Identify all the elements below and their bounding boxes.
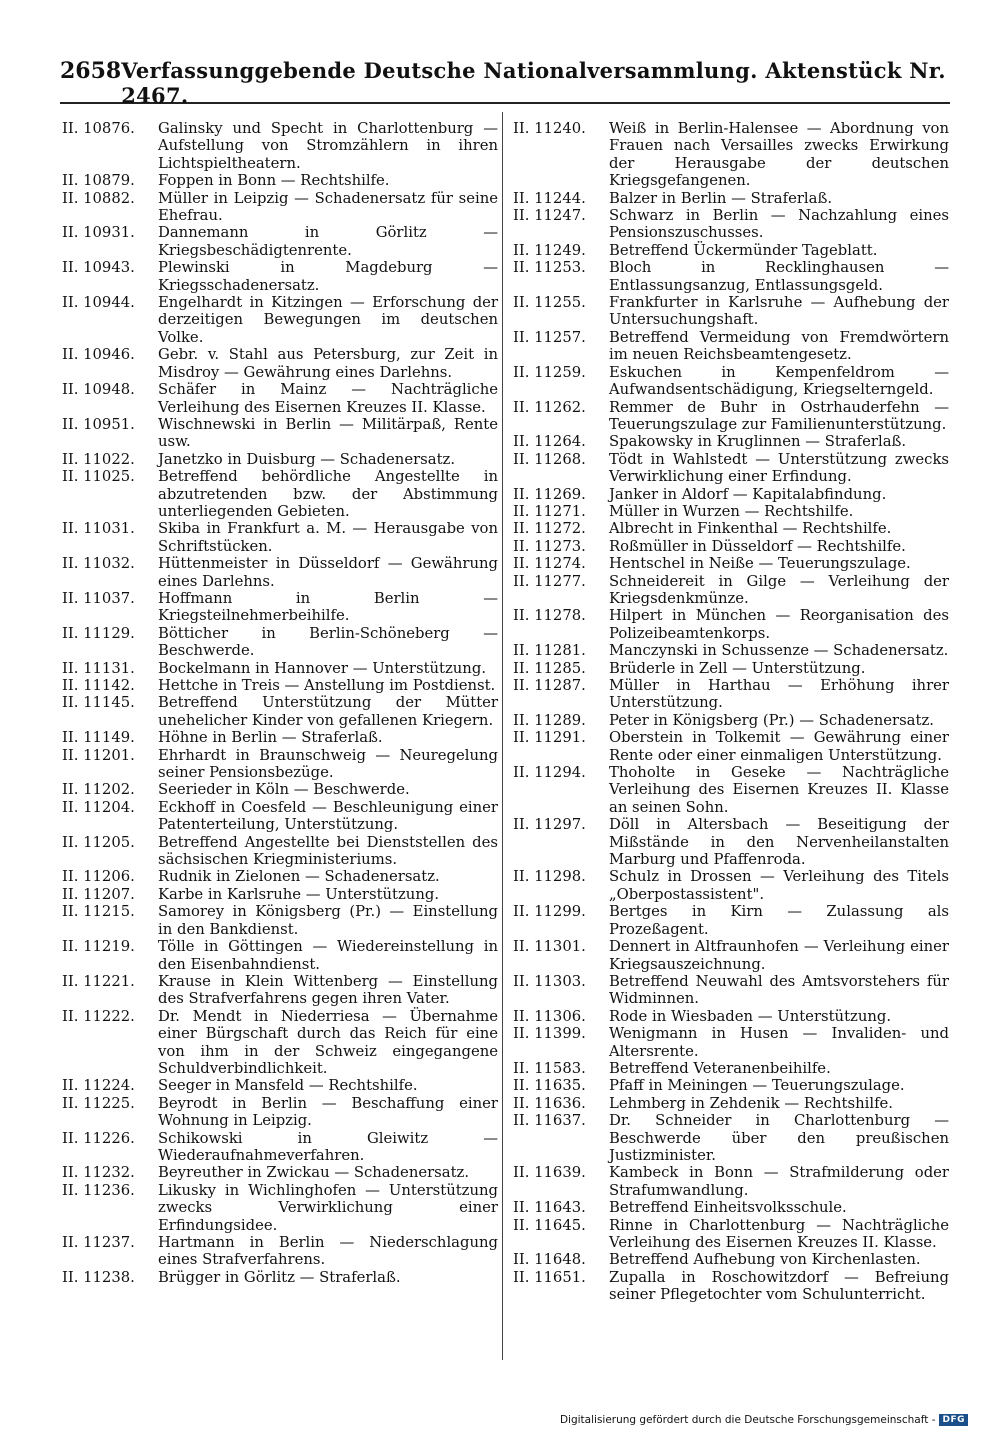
list-item (513, 764, 949, 816)
entry-text: Foppen in Bonn — Rechtshilfe. (158, 172, 390, 190)
entry-number: II. 11037. (62, 589, 135, 607)
list-item (513, 1095, 949, 1112)
list-item (62, 120, 498, 172)
entry-number: II. 11268. (513, 450, 586, 468)
entry-number: II. 11264. (513, 433, 586, 451)
list-item (513, 1025, 949, 1060)
list-item (513, 938, 949, 973)
list-item (513, 120, 949, 190)
entry-number: II. 10943. (62, 259, 135, 277)
list-item (62, 346, 498, 381)
entry-number: II. 11249. (513, 241, 586, 259)
entry-text: Tölle in Göttingen — Wiedereinstellung in den Eisenbahndienst. (158, 938, 498, 973)
entry-number: II. 11639. (513, 1164, 586, 1182)
entry-text: Schäfer in Mainz — Nachträgliche Verleihung des Eisernen Kreuzes II. Klasse. (158, 381, 498, 416)
entry-number: II. 11299. (513, 903, 586, 921)
entry-text: Betreffend Einheitsvolksschule. (609, 1199, 847, 1217)
entry-text: Plewinski in Magdeburg — Kriegsschadenersatz. (158, 259, 498, 294)
list-item (513, 259, 949, 294)
entry-number: II. 11202. (62, 781, 135, 799)
page-number: 2658 (60, 58, 122, 84)
entry-number: II. 11637. (513, 1112, 586, 1130)
entry-number: II. 11226. (62, 1129, 135, 1147)
entry-text: Höhne in Berlin — Straferlaß. (158, 729, 383, 747)
entry-number: II. 11022. (62, 450, 135, 468)
entry-text: Ehrhardt in Braunschweig — Neuregelung seiner Pensionsbezüge. (158, 746, 498, 782)
entry-text: Dr. Schneider in Charlottenburg — Beschwerde über den preußischen Justizminister. (609, 1112, 949, 1164)
list-item (513, 729, 949, 764)
entry-text: Janetzko in Duisburg — Schadenersatz. (158, 450, 456, 468)
right-column (513, 120, 949, 1304)
list-item (513, 190, 949, 207)
list-item (62, 938, 498, 973)
list-item (513, 555, 949, 572)
list-item (513, 1217, 949, 1252)
entry-number: II. 10882. (62, 189, 135, 207)
entry-text: Schwarz in Berlin — Nachzahlung eines Pensionszuschusses. (609, 207, 949, 242)
entry-text: Hartmann in Berlin — Niederschlagung eines Strafverfahrens. (158, 1234, 498, 1269)
entry-number: II. 11131. (62, 659, 135, 677)
entry-number: II. 11255. (513, 294, 586, 312)
entry-number: II. 11224. (62, 1077, 135, 1095)
entry-text: Betreffend Ückermünder Tageblatt. (609, 241, 878, 259)
entry-text: Eskuchen in Kempenfeldrom — Aufwandsentschädigung, Kriegselterngeld. (609, 363, 949, 399)
list-item (62, 555, 498, 590)
entry-number: II. 11583. (513, 1059, 586, 1077)
entry-text: Balzer in Berlin — Straferlaß. (609, 189, 833, 207)
entry-number: II. 11257. (513, 328, 586, 346)
list-item (513, 607, 949, 642)
entry-text: Oberstein in Tolkemit — Gewährung einer Rente oder einer einmaligen Unterstützung. (609, 729, 949, 764)
entry-text: Beyreuther in Zwickau — Schadenersatz. (158, 1164, 470, 1182)
list-item (62, 451, 498, 468)
list-item (62, 1095, 498, 1130)
list-item (62, 1269, 498, 1286)
entry-text: Engelhardt in Kitzingen — Erforschung der derzeitigen Bewegungen im deutschen Volke. (158, 294, 498, 346)
entry-number: II. 11298. (513, 868, 586, 886)
entry-number: II. 11215. (62, 903, 135, 921)
entry-number: II. 11278. (513, 607, 586, 625)
list-item (513, 503, 949, 520)
list-item (513, 573, 949, 608)
list-item (513, 642, 949, 659)
entry-text: Galinsky und Specht in Charlottenburg — Aufstellung von Stromzählern in ihren Lichtspieltheatern. (158, 120, 498, 172)
list-item (62, 903, 498, 938)
entry-text: Betreffend behördliche Angestellte in abzutretenden bzw. der Abstimmung unterliegenden Gebieten. (158, 468, 498, 520)
entry-number: II. 11149. (62, 729, 135, 747)
list-item (62, 381, 498, 416)
entry-text: Skiba in Frankfurt a. M. — Herausgabe von Schriftstücken. (158, 520, 498, 555)
entry-number: II. 11253. (513, 259, 586, 277)
list-item (513, 433, 949, 450)
entry-text: Betreffend Unterstützung der Mütter unehelicher Kinder von gefallenen Kriegern. (158, 694, 498, 729)
entry-text: Schulz in Drossen — Verleihung des Titels „Oberpostassistent". (609, 868, 949, 903)
footer-text: Digitalisierung gefördert durch die Deutsche Forschungsgemeinschaft - (559, 1414, 936, 1426)
list-item (513, 242, 949, 259)
list-item (62, 747, 498, 782)
entry-number: II. 11297. (513, 816, 586, 834)
entry-text: Beyrodt in Berlin — Beschaffung einer Wohnung in Leipzig. (158, 1094, 498, 1130)
list-item (513, 1008, 949, 1025)
entry-number: II. 11206. (62, 868, 135, 886)
entry-text: Wischnewski in Berlin — Militärpaß, Rente usw. (158, 415, 498, 451)
list-item (513, 1077, 949, 1094)
entry-number: II. 11399. (513, 1025, 586, 1043)
entry-text: Rinne in Charlottenburg — Nachträgliche Verleihung des Eisernen Kreuzes II. Klasse. (609, 1216, 949, 1251)
entry-number: II. 11287. (513, 677, 586, 694)
entry-number: II. 11277. (513, 572, 586, 590)
entry-number: II. 11204. (62, 798, 135, 816)
entry-text: Zupalla in Roschowitzdorf — Befreiung seiner Pflegetochter vom Schulunterricht. (609, 1268, 949, 1304)
entry-number: II. 11236. (62, 1181, 135, 1199)
entry-text: Müller in Wurzen — Rechtshilfe. (609, 502, 854, 520)
entry-text: Peter in Königsberg (Pr.) — Schadenersatz. (609, 711, 934, 729)
list-item (513, 973, 949, 1008)
entry-text: Bötticher in Berlin-Schöneberg — Beschwerde. (158, 624, 498, 660)
entry-text: Bloch in Recklinghausen — Entlassungsanzug, Entlassungsgeld. (609, 259, 949, 294)
entry-text: Manczynski in Schussenze — Schadenersatz. (609, 642, 949, 660)
entry-number: II. 11031. (62, 520, 135, 538)
entry-text: Hoffmann in Berlin — Kriegsteilnehmerbeihilfe. (158, 589, 498, 625)
list-item (513, 538, 949, 555)
entry-number: II. 11648. (513, 1251, 586, 1269)
entry-number: II. 11238. (62, 1268, 135, 1286)
entry-number: II. 11651. (513, 1268, 586, 1286)
list-item (62, 259, 498, 294)
list-item (62, 868, 498, 885)
entry-text: Seeger in Mansfeld — Rechtshilfe. (158, 1077, 418, 1095)
entry-number: II. 11643. (513, 1199, 586, 1217)
entry-text: Müller in Harthau — Erhöhung ihrer Unterstützung. (609, 677, 949, 712)
entry-number: II. 11219. (62, 938, 135, 956)
entry-text: Frankfurter in Karlsruhe — Aufhebung der Untersuchungshaft. (609, 294, 949, 329)
entry-number: II. 10944. (62, 294, 135, 312)
entry-number: II. 11271. (513, 502, 586, 520)
list-item (513, 520, 949, 537)
list-item (62, 799, 498, 834)
entry-number: II. 11269. (513, 485, 586, 503)
entry-text: Rode in Wiesbaden — Unterstützung. (609, 1007, 892, 1025)
entry-text: Spakowsky in Kruglinnen — Straferlaß. (609, 433, 907, 451)
entry-text: Bockelmann in Hannover — Unterstützung. (158, 659, 487, 677)
list-item (513, 486, 949, 503)
entry-text: Weiß in Berlin-Halensee — Abordnung von Frauen nach Versailles zwecks Erwirkung der Herausgabe der deutschen Kriegsgefangenen. (609, 120, 949, 190)
list-item (62, 520, 498, 555)
list-item (62, 729, 498, 746)
list-item (62, 677, 498, 694)
entry-text: Schneidereit in Gilge — Verleihung der Kriegsdenkmünze. (609, 572, 949, 607)
list-item (62, 294, 498, 346)
entry-text: Kambeck in Bonn — Strafmilderung oder Strafumwandlung. (609, 1164, 949, 1199)
dfg-logo: DFG (939, 1414, 968, 1426)
entry-number: II. 11207. (62, 885, 135, 903)
entry-text: Lehmberg in Zehdenik — Rechtshilfe. (609, 1094, 894, 1112)
entry-text: Remmer de Buhr in Ostrhauderfehn — Teuerungszulage zur Familienunterstützung. (609, 398, 949, 433)
entry-text: Rudnik in Zielonen — Schadenersatz. (158, 868, 440, 886)
entry-number: II. 10876. (62, 120, 135, 137)
entry-number: II. 11221. (62, 972, 135, 990)
entry-text: Wenigmann in Husen — Invaliden- und Altersrente. (609, 1025, 949, 1060)
entry-text: Tödt in Wahlstedt — Unterstützung zwecks Verwirklichung einer Erfindung. (609, 450, 949, 486)
entry-number: II. 11259. (513, 363, 586, 381)
entry-text: Betreffend Aufhebung von Kirchenlasten. (609, 1251, 921, 1269)
list-item (513, 329, 949, 364)
page-header (60, 58, 950, 108)
entry-number: II. 11142. (62, 677, 135, 694)
list-item (62, 973, 498, 1008)
list-item (62, 625, 498, 660)
list-item (62, 781, 498, 798)
list-item (513, 364, 949, 399)
list-item (62, 190, 498, 225)
entry-text: Bertges in Kirn — Zulassung als Prozeßagent. (609, 903, 949, 938)
list-item (62, 1164, 498, 1181)
list-item (62, 590, 498, 625)
entry-number: II. 11301. (513, 938, 586, 956)
list-item (62, 660, 498, 677)
entry-number: II. 11032. (62, 555, 135, 573)
entry-number: II. 11291. (513, 729, 586, 747)
entry-text: Dr. Mendt in Niederriesa — Übernahme einer Bürgschaft durch das Reich für eine von ihm in der Schweiz eingegangene Schuldverbindlichkeit. (158, 1007, 498, 1077)
entry-number: II. 11244. (513, 189, 586, 207)
list-item (513, 399, 949, 434)
list-item (62, 886, 498, 903)
list-item (62, 1182, 498, 1234)
left-column (62, 120, 498, 1286)
entry-number: II. 10879. (62, 172, 135, 190)
entry-number: II. 11262. (513, 398, 586, 416)
entry-number: II. 11274. (513, 555, 586, 573)
entry-text: Hüttenmeister in Düsseldorf — Gewährung eines Darlehns. (158, 555, 498, 590)
entry-number: II. 11145. (62, 694, 135, 712)
list-item (513, 816, 949, 868)
list-item (62, 1130, 498, 1165)
entry-text: Hentschel in Neiße — Teuerungszulage. (609, 555, 911, 573)
entry-text: Schikowski in Gleiwitz — Wiederaufnahmeverfahren. (158, 1129, 498, 1164)
entry-number: II. 11237. (62, 1234, 135, 1251)
list-item (513, 1060, 949, 1077)
entry-text: Brüderle in Zell — Unterstützung. (609, 659, 866, 677)
entry-number: II. 11273. (513, 537, 586, 555)
entry-text: Seerieder in Köln — Beschwerde. (158, 781, 410, 799)
list-item (62, 694, 498, 729)
entry-number: II. 11294. (513, 764, 586, 782)
list-item (513, 1251, 949, 1268)
entry-text: Thoholte in Geseke — Nachträgliche Verleihung des Eisernen Kreuzes II. Klasse an seinen Sohn. (609, 764, 949, 816)
list-item (513, 207, 949, 242)
entry-text: Gebr. v. Stahl aus Petersburg, zur Zeit in Misdroy — Gewährung eines Darlehns. (158, 346, 498, 381)
entry-number: II. 11240. (513, 120, 586, 137)
entry-number: II. 11232. (62, 1164, 135, 1182)
entry-number: II. 11222. (62, 1007, 135, 1025)
entry-number: II. 11025. (62, 468, 135, 486)
entry-text: Eckhoff in Coesfeld — Beschleunigung einer Patenterteilung, Unterstützung. (158, 798, 498, 834)
entry-text: Betreffend Angestellte bei Dienststellen des sächsischen Kriegministeriums. (158, 833, 498, 869)
page-title: Verfassunggebende Deutsche Nationalversammlung. Aktenstück Nr. 2467. (121, 58, 946, 108)
entry-number: II. 11635. (513, 1077, 586, 1095)
list-item (513, 712, 949, 729)
list-item (513, 294, 949, 329)
entry-text: Roßmüller in Düsseldorf — Rechtshilfe. (609, 537, 906, 555)
list-item (513, 1199, 949, 1216)
entry-number: II. 11129. (62, 624, 135, 642)
entry-text: Karbe in Karlsruhe — Unterstützung. (158, 885, 440, 903)
entry-text: Samorey in Königsberg (Pr.) — Einstellung in den Bankdienst. (158, 903, 498, 938)
entry-number: II. 10951. (62, 415, 135, 433)
list-item (62, 416, 498, 451)
list-item (513, 1269, 949, 1304)
list-item (62, 224, 498, 259)
entry-number: II. 11636. (513, 1094, 586, 1112)
list-item (513, 451, 949, 486)
entry-number: II. 10946. (62, 346, 135, 364)
entry-text: Betreffend Neuwahl des Amtsvorstehers für Widminnen. (609, 972, 949, 1008)
entry-text: Likusky in Wichlinghofen — Unterstützung zwecks Verwirklichung einer Erfindungsidee. (158, 1181, 498, 1234)
entry-number: II. 11306. (513, 1007, 586, 1025)
list-item (62, 1008, 498, 1078)
entry-number: II. 11289. (513, 711, 586, 729)
entry-text: Brügger in Görlitz — Straferlaß. (158, 1268, 401, 1286)
list-item (513, 1164, 949, 1199)
entry-number: II. 11247. (513, 207, 586, 225)
entry-text: Müller in Leipzig — Schadenersatz für seine Ehefrau. (158, 189, 498, 225)
entry-text: Pfaff in Meiningen — Teuerungszulage. (609, 1077, 905, 1095)
entry-number: II. 11285. (513, 659, 586, 677)
entry-text: Janker in Aldorf — Kapitalabfindung. (609, 485, 887, 503)
list-item (513, 660, 949, 677)
list-item (62, 834, 498, 869)
entry-number: II. 11645. (513, 1216, 586, 1234)
list-item (513, 677, 949, 712)
entry-number: II. 11205. (62, 833, 135, 851)
entry-text: Betreffend Veteranenbeihilfe. (609, 1059, 831, 1077)
entry-number: II. 10948. (62, 381, 135, 399)
footer (560, 1414, 968, 1426)
entry-text: Betreffend Vermeidung von Fremdwörtern im neuen Reichsbeamtengesetz. (609, 328, 949, 364)
entry-number: II. 11281. (513, 642, 586, 660)
entry-text: Dannemann in Görlitz — Kriegsbeschädigtenrente. (158, 224, 498, 259)
entry-number: II. 11201. (62, 746, 135, 764)
entry-number: II. 11272. (513, 520, 586, 538)
entry-text: Hettche in Treis — Anstellung im Postdienst. (158, 677, 496, 694)
entry-number: II. 11303. (513, 972, 586, 990)
list-item (62, 1234, 498, 1269)
entry-text: Dennert in Altfraunhofen — Verleihung einer Kriegsauszeichnung. (609, 938, 949, 973)
list-item (62, 172, 498, 189)
list-item (513, 903, 949, 938)
column-divider (502, 112, 503, 1360)
entry-number: II. 10931. (62, 224, 135, 242)
entry-text: Albrecht in Finkenthal — Rechtshilfe. (609, 520, 892, 538)
entry-text: Döll in Altersbach — Beseitigung der Mißstände in den Nervenheilanstalten Marburg und Pfaffenroda. (609, 816, 949, 869)
list-item (62, 1077, 498, 1094)
entry-text: Krause in Klein Wittenberg — Einstellung des Strafverfahrens gegen ihren Vater. (158, 972, 498, 1008)
list-item (62, 468, 498, 520)
list-item (513, 868, 949, 903)
list-item (513, 1112, 949, 1164)
entry-text: Hilpert in München — Reorganisation des Polizeibeamtenkorps. (609, 607, 949, 642)
entry-number: II. 11225. (62, 1094, 135, 1112)
